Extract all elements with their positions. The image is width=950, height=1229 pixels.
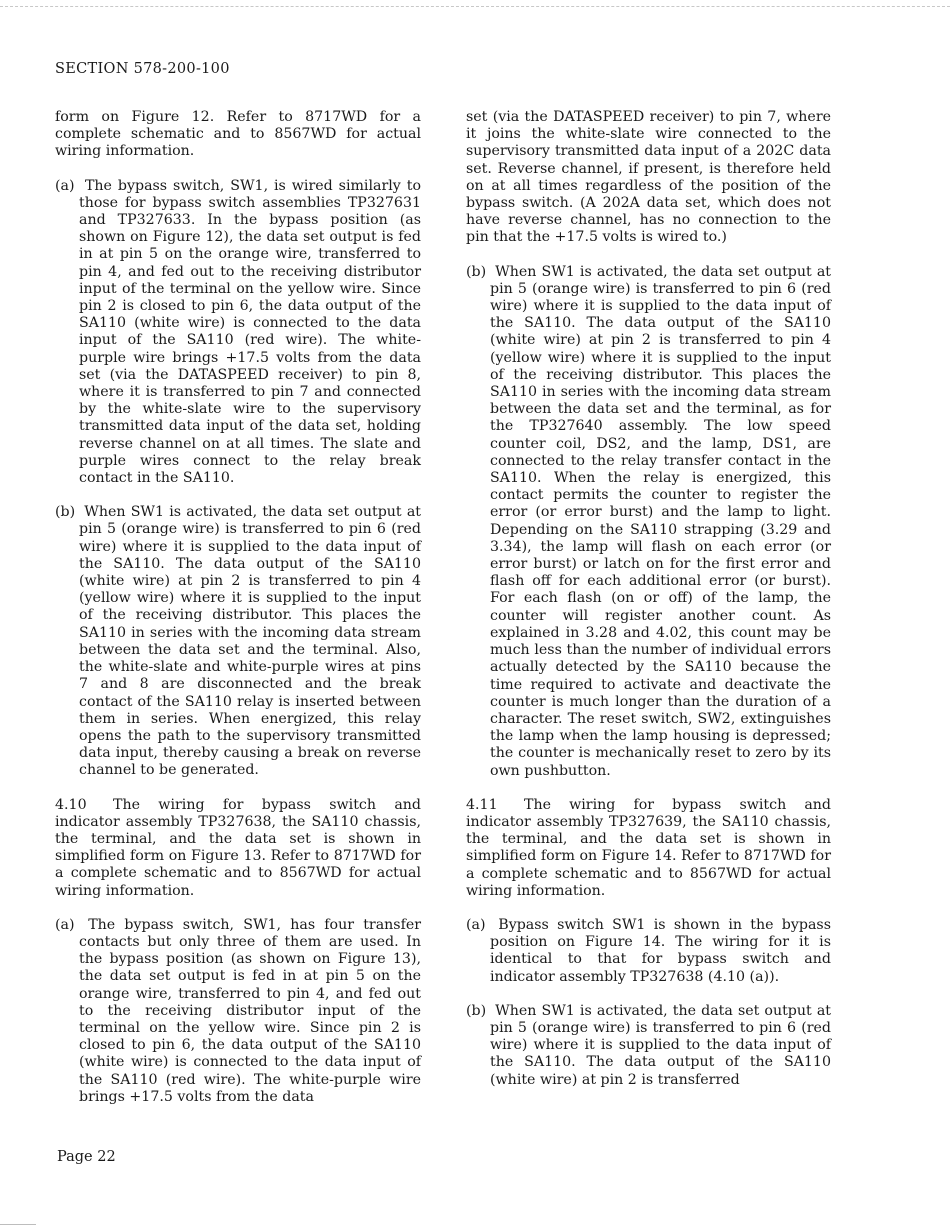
right-continuation-text: set (via the DATASPEED receiver) to pin 7, where it joins the white-slate wire connected to the supervisory transmitted data input of a 202C data set. Reverse channel, if present, is therefore held on at all times regardless of the position of the bypass switch. (A 202A data set, which does not have reverse channel, has no connection to the pin that the +17.5 volts is wired to.) <box>466 109 831 246</box>
item-label: (a) <box>55 177 75 194</box>
scan-artifact-mark <box>0 1224 36 1225</box>
item-text: The bypass switch, SW1, is wired similarly to those for bypass switch assemblies TP327631 and TP327633. In the bypass position (as shown on Figure 12), the data set output is fed in at pin 5 on the orange wire, transferred to pin 4, and fed out to the receiving distributor input of the terminal on the yellow wire. Since pin 2 is closed to pin 6, the data output of the SA110 (white wire) is connected to the data input of the SA110 (red wire). The white-purple wire brings +17.5 volts from the data set (via the DATASPEED receiver) to pin 8, where it is transferred to pin 7 and connected by the white-slate wire to the supervisory transmitted data input of the data set, holding reverse channel on at all times. The slate and purple wires connect to the relay break contact in the SA110. <box>79 177 421 487</box>
item-text: Bypass switch SW1 is shown in the bypass position on Figure 14. The wiring for it is identical to that for bypass switch and indicator assembly TP327638 (4.10 (a)). <box>490 916 831 985</box>
paragraph-text: The wiring for bypass switch and indicator assembly TP327639, the SA110 chassis, the terminal, and the data set is shown in simplified form on Figure 14. Refer to 8717WD for a complete schematic and to 8567WD for actual wiring information. <box>466 796 831 899</box>
item-label: (a) <box>55 916 75 933</box>
paragraph-number: 4.11 <box>466 796 498 813</box>
right-item-4-11-b <box>466 1003 831 1089</box>
right-column <box>466 109 831 1106</box>
item-text: When SW1 is activated, the data set output at pin 5 (orange wire) is transferred to pin 6 (red wire) where it is supplied to the data input of the SA110. The data output of the SA110 (white wire) at pin 2 is transferred to pin 4 (yellow wire) where it is supplied to the input of the receiving distributor. This places the SA110 in series with the incoming data stream between the data set and the terminal. Also, the white-slate and white-purple wires at pins 7 and 8 are disconnected and the break contact of the SA110 relay is inserted between them in series. When energized, this relay opens the path to the supervisory transmitted data input, thereby causing a break on reverse channel to be generated. <box>79 504 422 779</box>
right-item-b <box>466 264 831 780</box>
left-column <box>55 109 421 1123</box>
item-text: The bypass switch, SW1, has four transfer contacts but only three of them are used. In the bypass position (as shown on Figure 13), the data set output is fed in at pin 5 on the orange wire, transferred to pin 4, and fed out to the receiving distributor input of the terminal on the yellow wire. Since pin 2 is closed to pin 6, the data output of the SA110 (white wire) is connected to the data input of the SA110 (red wire). The white-purple wire brings +17.5 volts from the data <box>79 916 422 1105</box>
item-label: (b) <box>466 263 487 280</box>
item-text: When SW1 is activated, the data set output at pin 5 (orange wire) is transferred to pin 6 (red wire) where it is supplied to the data input of the SA110. The data output of the SA110 (white wire) at pin 2 is transferred <box>490 1002 832 1088</box>
item-text: When SW1 is activated, the data set output at pin 5 (orange wire) is transferred to pin 6 (red wire) where it is supplied to the data input of the SA110. The data output of the SA110 (white wire) at pin 2 is transferred to pin 4 (yellow wire) where it is supplied to the input of the receiving distributor. This places the SA110 in series with the incoming data stream between the data set and the terminal, as for the TP327640 assembly. The low speed counter coil, DS2, and the lamp, DS1, are connected to the relay transfer contact in the SA110. When the relay is energized, this contact permits the counter to register the error (or error burst) and the lamp to light. Depending on the SA110 strapping (3.29 and 3.34), the lamp will flash on each error (or error burst) or latch on for the first error and flash off for each additional error (or burst). For each flash (on or off) of the lamp, the counter will register another count. As explained in 3.28 and 4.02, this count may be much less than the number of individual errors actually detected by the SA110 because the time required to activate and deactivate the counter is much longer than the duration of a character. The reset switch, SW2, extinguishes the lamp when the lamp housing is depressed; the counter is mechanically reset to zero by its own pushbutton. <box>490 263 832 779</box>
paragraph-4-11 <box>466 797 831 900</box>
left-continuation-text: form on Figure 12. Refer to 8717WD for a complete schematic and to 8567WD for actual wiring information. <box>55 109 421 160</box>
left-item-a <box>55 178 421 488</box>
left-item-4-10-a <box>55 917 421 1106</box>
scan-artifact-line <box>0 6 950 7</box>
left-item-b <box>55 504 421 779</box>
item-label: (b) <box>466 1002 487 1019</box>
item-label: (b) <box>55 504 76 521</box>
paragraph-number: 4.10 <box>55 796 87 813</box>
paragraph-text: The wiring for bypass switch and indicator assembly TP327638, the SA110 chassis, the terminal, and the data set is shown in simplified form on Figure 13. Refer to 8717WD for a complete schematic and to 8567WD for actual wiring information. <box>55 796 421 899</box>
section-header: SECTION 578-200-100 <box>55 61 230 77</box>
item-label: (a) <box>466 916 486 933</box>
page-number: Page 22 <box>57 1149 116 1165</box>
right-item-4-11-a <box>466 917 831 986</box>
paragraph-4-10 <box>55 797 421 900</box>
